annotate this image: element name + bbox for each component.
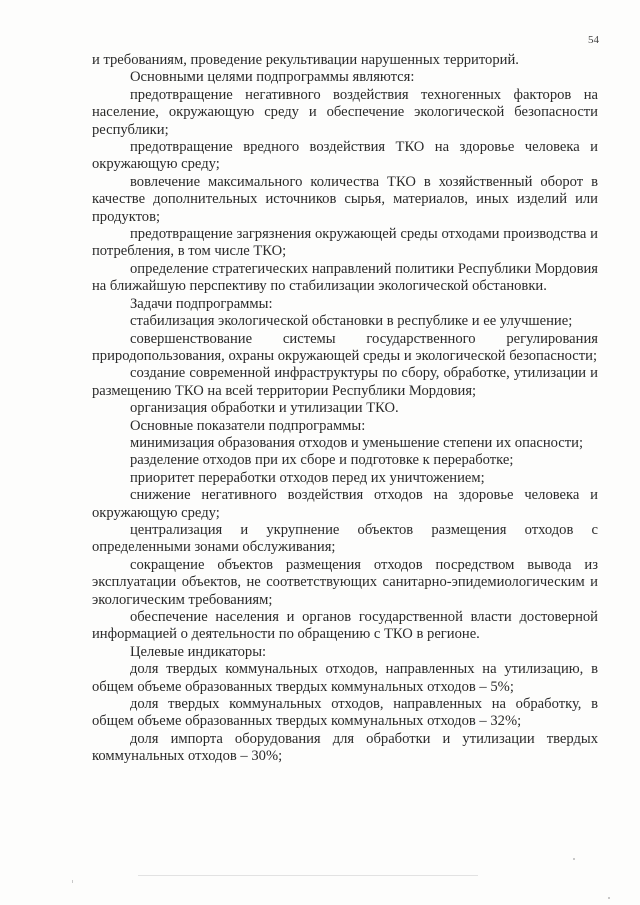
scan-artifact-line <box>138 875 478 876</box>
paragraph-goal-5: определение стратегических направлений политики Республики Мордовия на ближайшую перспективу по стабилизации экологической обстановки. <box>92 260 598 295</box>
paragraph-indicators-heading: Основные показатели подпрограммы: <box>130 417 366 434</box>
paragraph-indicator-6: сокращение объектов размещения отходов посредством вывода из эксплуатации объектов, не соответствующих санитарно-эпидемиологическим и экологическим требованиям; <box>92 556 598 608</box>
paragraph-task-2: совершенствование системы государственного регулирования природопользования, охраны окружающей среды и экологической безопасности; <box>92 330 598 364</box>
scan-artifact-dot <box>608 897 610 899</box>
paragraph-goal-2: предотвращение вредного воздействия ТКО на здоровье человека и окружающую среду; <box>92 139 598 173</box>
paragraph-target-3: доля импорта оборудования для обработки и утилизации твердых коммунальных отходов – 30%; <box>92 730 598 765</box>
paragraph-goals-heading: Основными целями подпрограммы являются: <box>130 69 415 86</box>
paragraph-tasks-heading: Задачи подпрограммы: <box>130 295 273 312</box>
paragraph-indicator-5: централизация и укрупнение объектов размещения отходов с определенными зонами обслуживания; <box>92 521 598 556</box>
paragraph-indicator-3: приоритет переработки отходов перед их уничтожением; <box>130 469 485 486</box>
paragraph-indicator-1: минимизация образования отходов и уменьшение степени их опасности; <box>130 434 584 451</box>
paragraph-task-3: создание современной инфраструктуры по сбору, обработке, утилизации и размещению ТКО на всей территории Республики Мордовия; <box>92 365 598 399</box>
paragraph-target-2: доля твердых коммунальных отходов, направленных на обработку, в общем объеме образованных твердых коммунальных отходов – 32%; <box>92 696 598 730</box>
scan-artifact-dot <box>72 880 73 883</box>
paragraph-targets-heading: Целевые индикаторы: <box>130 643 267 660</box>
paragraph-task-4: организация обработки и утилизации ТКО. <box>130 400 399 417</box>
paragraph-target-1: доля твердых коммунальных отходов, направленных на утилизацию, в общем объеме образованных твердых коммунальных отходов – 5%; <box>92 661 598 695</box>
paragraph-indicator-2: разделение отходов при их сборе и подготовке к переработке; <box>130 452 514 469</box>
page-number: 54 <box>588 34 599 46</box>
paragraph-indicator-7: обеспечение населения и органов государственной власти достоверной информацией о деятельности по обращению с ТКО в регионе. <box>92 609 598 643</box>
document-body <box>92 52 598 766</box>
paragraph-task-1: стабилизация экологической обстановки в республике и ее улучшение; <box>130 313 573 330</box>
scan-artifact-dot <box>573 858 575 860</box>
paragraph-continuation: и требованиям, проведение рекультивации нарушенных территорий. <box>92 52 519 68</box>
paragraph-goal-1: предотвращение негативного воздействия техногенных факторов на население, окружающую среду и обеспечение экологической безопасности республики; <box>92 86 598 138</box>
paragraph-goal-3: вовлечение максимального количества ТКО в хозяйственный оборот в качестве дополнительных источников сырья, материалов, иных изделий или продуктов; <box>92 173 598 225</box>
paragraph-indicator-4: снижение негативного воздействия отходов на здоровье человека и окружающую среду; <box>92 487 598 521</box>
paragraph-goal-4: предотвращение загрязнения окружающей среды отходами производства и потребления, в том числе ТКО; <box>92 226 598 260</box>
